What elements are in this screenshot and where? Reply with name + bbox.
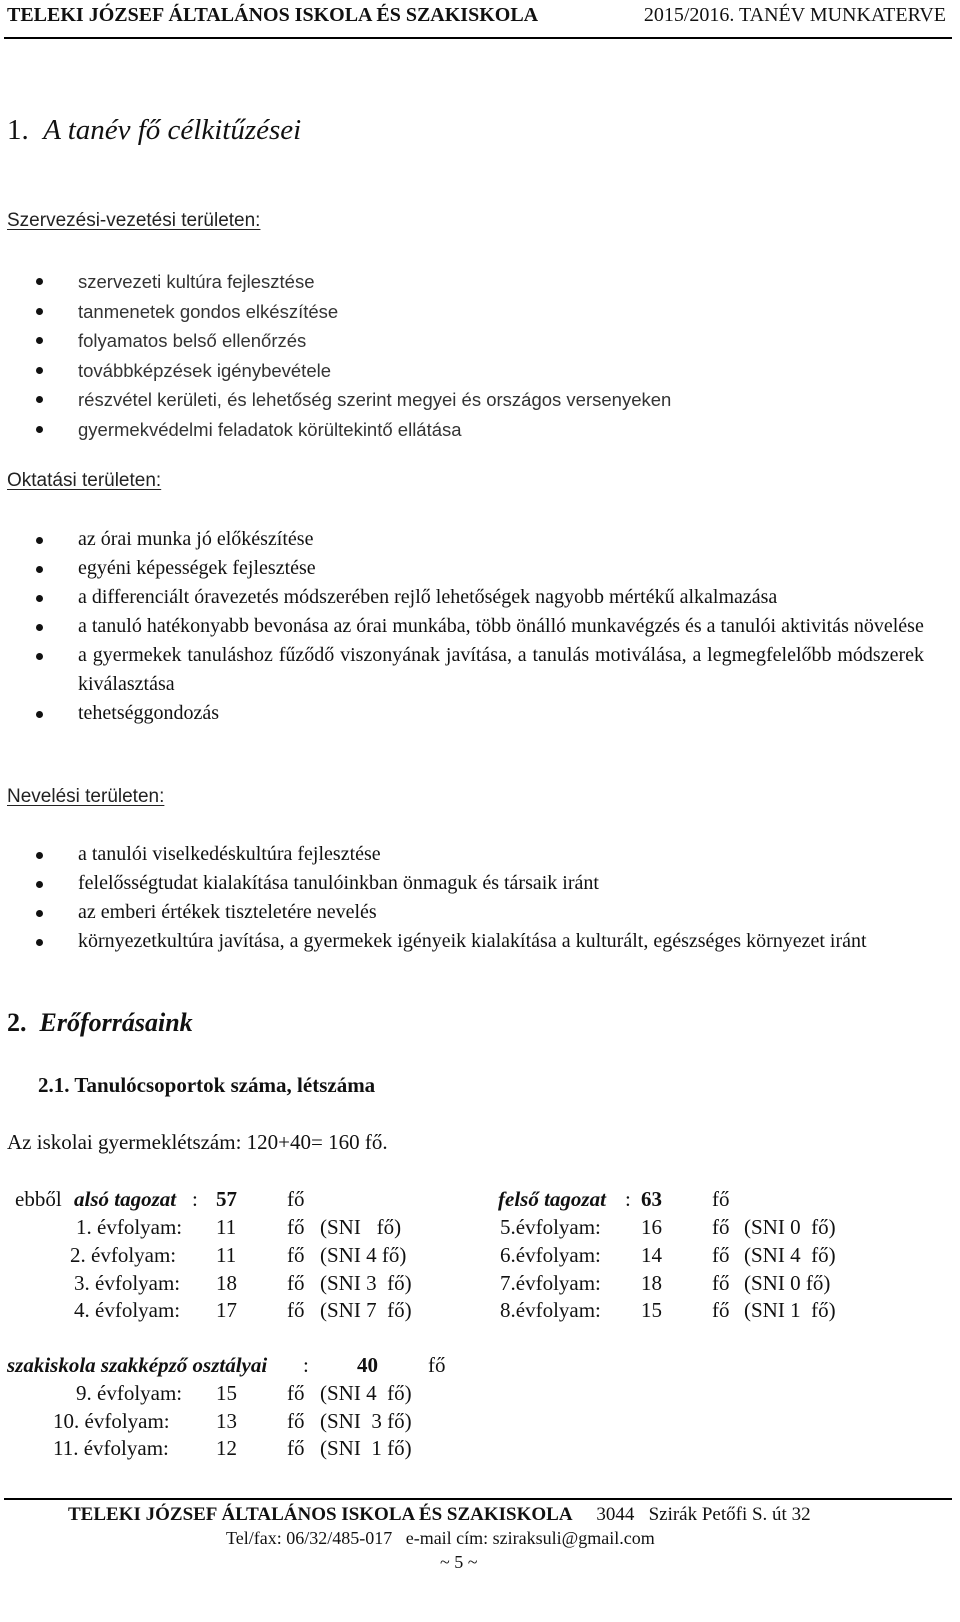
bullet-icon — [36, 881, 43, 888]
bullet-icon — [36, 396, 43, 403]
list-item: a tanuló hatékonyabb bevonása az órai munkába, több önálló munkavégzés és a tanulói aktivitás növelése — [0, 612, 960, 641]
list-item: az emberi értékek tiszteletére nevelés — [0, 898, 960, 927]
lower-row-3-count: 18 — [216, 1271, 237, 1295]
list-item: tanmenetek gondos elkészítése — [0, 297, 960, 327]
lower-row-1-sni: (SNI fő) — [320, 1215, 402, 1239]
upper-row-4-sni: (SNI 1 fő) — [744, 1298, 836, 1322]
area-label-educational: Oktatási területen: — [7, 470, 162, 491]
lower-row-4-grade: 4. évfolyam: — [74, 1298, 181, 1322]
header-plan-title: 2015/2016. TANÉV MUNKATERVE — [643, 4, 946, 26]
footer-address: 3044 Szirák Petőfi S. út 32 — [596, 1504, 811, 1525]
vocational-count: 40 — [357, 1353, 378, 1377]
list-item: a differenciált óravezetés módszerében rejlő lehetőségek nagyobb mértékű alkalmazása — [0, 583, 960, 612]
list-item: folyamatos belső ellenőrzés — [0, 326, 960, 356]
vocational-row-2-grade: 10. évfolyam: — [53, 1409, 170, 1433]
upper-row-2-grade: 6.évfolyam: — [500, 1243, 601, 1267]
lower-row-2-count: 11 — [216, 1243, 237, 1267]
list-educational — [0, 525, 960, 728]
list-item: a tanulói viselkedéskultúra fejlesztése — [0, 840, 960, 869]
vocational-row-3-grade: 11. évfolyam: — [53, 1436, 169, 1460]
list-item: továbbképzések igénybevétele — [0, 356, 960, 386]
vocational-row-1-count: 15 — [216, 1381, 237, 1405]
lower-row-2-grade: 2. évfolyam: — [70, 1243, 177, 1267]
list-item: az órai munka jó előkészítése — [0, 525, 960, 554]
vocational-label: szakiskola szakképző osztályai — [7, 1353, 268, 1377]
list-item: tehetséggondozás — [0, 699, 960, 728]
vocational-row-1-grade: 9. évfolyam: — [76, 1381, 183, 1405]
vocational-colon: : — [303, 1353, 309, 1377]
upper-label: felső tagozat — [498, 1187, 606, 1211]
lower-row-3-sni: (SNI 3 fő) — [320, 1271, 412, 1295]
lower-row-4-sni: (SNI 7 fő) — [320, 1298, 412, 1322]
lower-label: alsó tagozat — [74, 1187, 177, 1211]
subsection-title: Tanulócsoportok száma, létszáma — [74, 1073, 376, 1097]
lower-unit: fő — [287, 1187, 305, 1211]
page-number: ~ 5 ~ — [440, 1552, 478, 1572]
footer-school-name: TELEKI JÓZSEF ÁLTALÁNOS ISKOLA ÉS SZAKISKOLA — [68, 1504, 573, 1525]
lower-row-1-count: 11 — [216, 1215, 237, 1239]
bullet-icon — [36, 711, 43, 718]
list-item: szervezeti kultúra fejlesztése — [0, 267, 960, 297]
upper-row-4-count: 15 — [641, 1298, 662, 1322]
upper-colon: : — [625, 1187, 631, 1211]
section-1-title: A tanév fő célkitűzései — [43, 114, 302, 146]
list-item: részvétel kerületi, és lehetőség szerint megyei és országos versenyeken — [0, 385, 960, 415]
area-label-nurturing: Nevelési területen: — [7, 786, 165, 807]
list-nurturing — [0, 840, 960, 956]
section-2-heading — [7, 1008, 193, 1038]
section-1-heading — [7, 114, 301, 147]
bullet-icon — [36, 566, 43, 573]
total-student-count: Az iskolai gyermeklétszám: 120+40= 160 fő. — [7, 1130, 388, 1154]
list-item: egyéni képességek fejlesztése — [0, 554, 960, 583]
vocational-row-3-count: 12 — [216, 1436, 237, 1460]
list-item: környezetkultúra javítása, a gyermekek igényeik kialakítása a kulturált, egészséges környezet iránt — [0, 927, 960, 956]
section-1-number: 1. — [7, 114, 29, 146]
lower-prefix: ebből — [15, 1187, 62, 1211]
lower-row-1-grade: 1. évfolyam: — [76, 1215, 183, 1239]
list-item: a gyermekek tanuláshoz fűződő viszonyának javítása, a tanulás motiválása, a legmegfelelőbb módszerek kiválasztása — [0, 641, 960, 699]
lower-row-4-count: 17 — [216, 1298, 237, 1322]
lower-row-3-unit: fő — [287, 1271, 305, 1295]
upper-row-1-grade: 5.évfolyam: — [500, 1215, 601, 1239]
header-divider — [4, 37, 952, 39]
bullet-icon — [36, 939, 43, 946]
list-organizational — [0, 267, 960, 444]
bullet-icon — [36, 852, 43, 859]
lower-row-4-unit: fő — [287, 1298, 305, 1322]
vocational-row-2-sni: (SNI 3 fő) — [320, 1409, 412, 1433]
bullet-icon — [36, 308, 43, 315]
vocational-row-2-count: 13 — [216, 1409, 237, 1433]
bullet-icon — [36, 426, 43, 433]
vocational-row-1-sni: (SNI 4 fő) — [320, 1381, 412, 1405]
footer-contact: Tel/fax: 06/32/485-017 e-mail cím: sziraksuli@gmail.com — [226, 1528, 655, 1548]
area-label-organizational: Szervezési-vezetési területen: — [7, 210, 261, 231]
upper-row-1-unit: fő — [712, 1215, 730, 1239]
upper-row-3-sni: (SNI 0 fő) — [744, 1271, 831, 1295]
footer-school-line — [68, 1504, 811, 1526]
lower-count: 57 — [216, 1187, 237, 1211]
subsection-heading — [38, 1073, 375, 1098]
header-school-name: TELEKI JÓZSEF ÁLTALÁNOS ISKOLA ÉS SZAKISKOLA — [7, 4, 539, 26]
upper-row-1-sni: (SNI 0 fő) — [744, 1215, 836, 1239]
bullet-icon — [36, 653, 43, 660]
bullet-icon — [36, 624, 43, 631]
vocational-row-1-unit: fő — [287, 1381, 305, 1405]
upper-row-3-count: 18 — [641, 1271, 662, 1295]
bullet-icon — [36, 278, 43, 285]
section-2-number: 2. — [7, 1008, 27, 1037]
list-item: gyermekvédelmi feladatok körültekintő ellátása — [0, 415, 960, 445]
vocational-row-2-unit: fő — [287, 1409, 305, 1433]
vocational-row-3-unit: fő — [287, 1436, 305, 1460]
upper-count: 63 — [641, 1187, 662, 1211]
bullet-icon — [36, 910, 43, 917]
upper-row-1-count: 16 — [641, 1215, 662, 1239]
lower-row-2-unit: fő — [287, 1243, 305, 1267]
lower-colon: : — [192, 1187, 198, 1211]
upper-unit: fő — [712, 1187, 730, 1211]
footer-divider — [4, 1498, 952, 1500]
upper-row-3-grade: 7.évfolyam: — [500, 1271, 601, 1295]
vocational-row-3-sni: (SNI 1 fő) — [320, 1436, 412, 1460]
upper-row-4-unit: fő — [712, 1298, 730, 1322]
bullet-icon — [36, 537, 43, 544]
subsection-number: 2.1. — [38, 1073, 70, 1097]
lower-row-1-unit: fő — [287, 1215, 305, 1239]
bullet-icon — [36, 337, 43, 344]
list-item: felelősségtudat kialakítása tanulóinkban önmaguk és társaik iránt — [0, 869, 960, 898]
bullet-icon — [36, 595, 43, 602]
bullet-icon — [36, 367, 43, 374]
section-2-title: Erőforrásaink — [39, 1008, 193, 1037]
lower-row-3-grade: 3. évfolyam: — [74, 1271, 181, 1295]
upper-row-4-grade: 8.évfolyam: — [500, 1298, 601, 1322]
lower-row-2-sni: (SNI 4 fő) — [320, 1243, 407, 1267]
upper-row-3-unit: fő — [712, 1271, 730, 1295]
upper-row-2-sni: (SNI 4 fő) — [744, 1243, 836, 1267]
upper-row-2-unit: fő — [712, 1243, 730, 1267]
vocational-unit: fő — [428, 1353, 446, 1377]
upper-row-2-count: 14 — [641, 1243, 662, 1267]
